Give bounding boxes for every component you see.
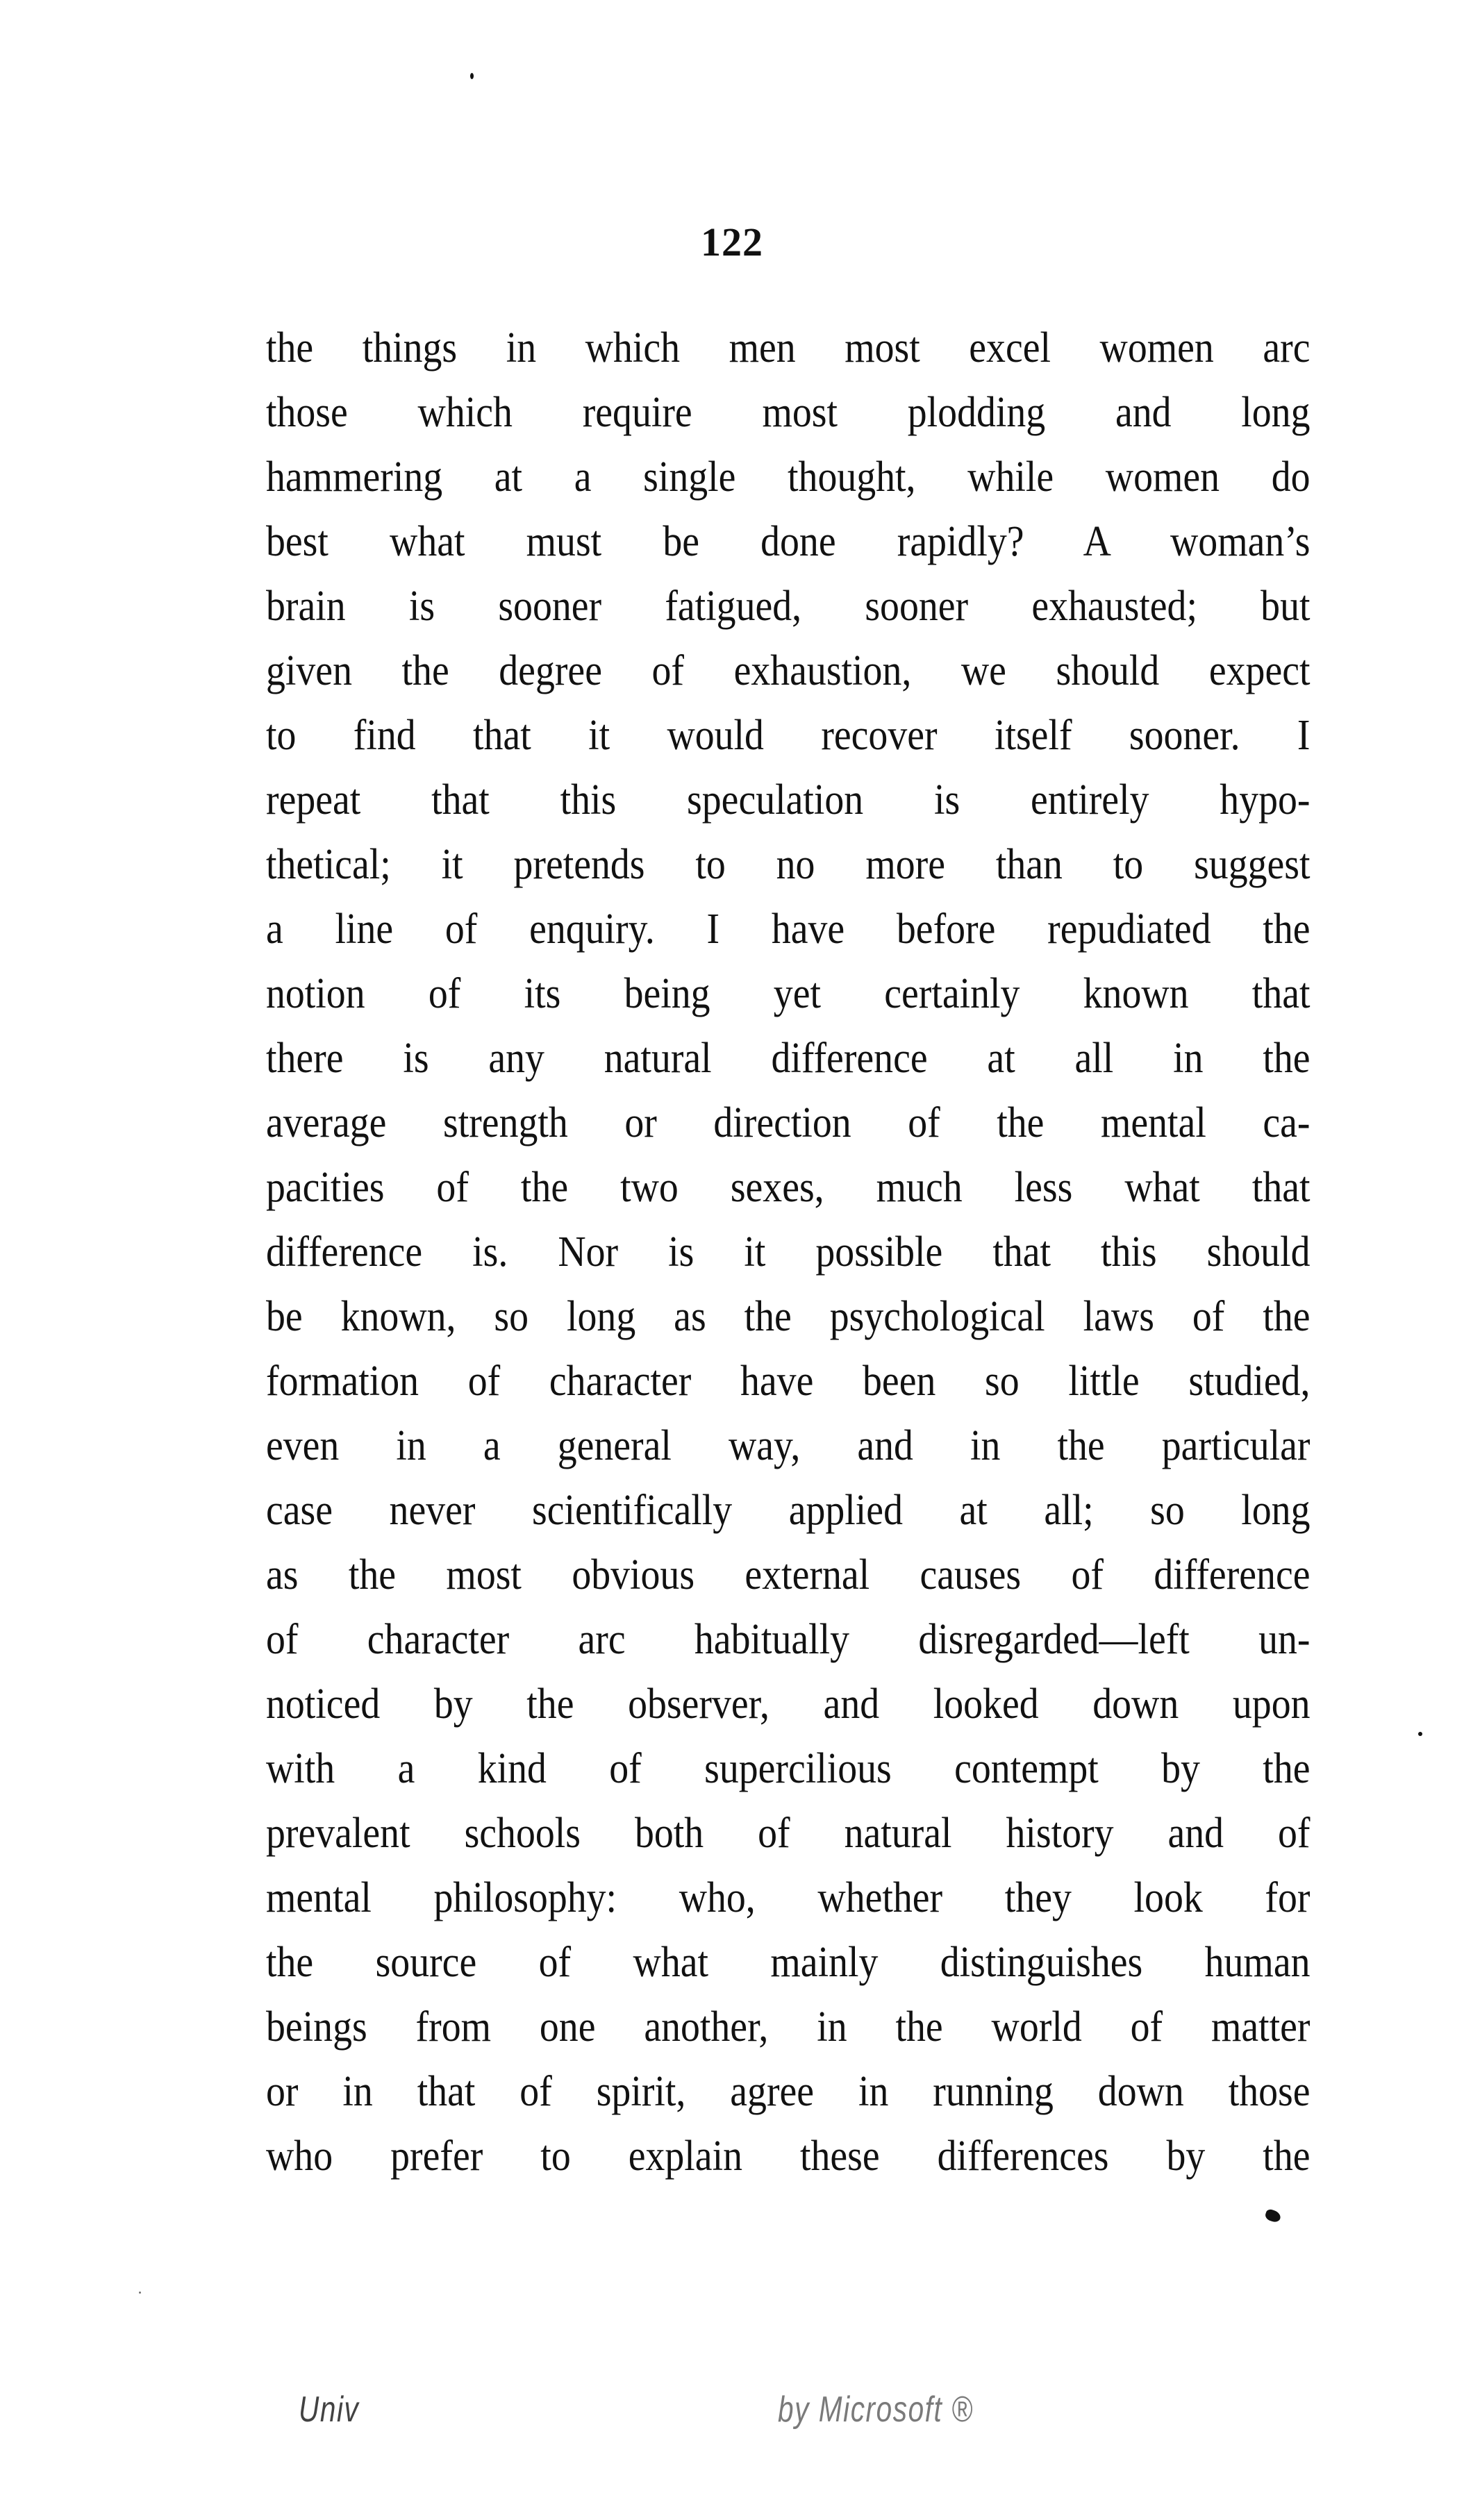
body-text [266, 316, 1311, 2189]
text-line: even in a general way, and in the particular [266, 1422, 1311, 1469]
text-line: difference is. Nor is it possible that this should [266, 1228, 1311, 1276]
text-line: prevalent schools both of natural history and of [266, 1810, 1311, 1857]
text-line: average strength or direction of the mental ca- [266, 1099, 1311, 1146]
text-line: pacities of the two sexes, much less what that [266, 1164, 1311, 1211]
text-line: there is any natural difference at all in the [266, 1035, 1311, 1082]
text-line: a line of enquiry. I have before repudiated the [266, 906, 1311, 953]
scan-speck [470, 73, 474, 79]
text-line: thetical; it pretends to no more than to suggest [266, 841, 1311, 888]
text-line: mental philosophy: who, whether they look for [266, 1874, 1311, 1921]
text-line: formation of character have been so little studied, [266, 1358, 1311, 1405]
text-line: beings from one another, in the world of matter [266, 2003, 1311, 2051]
digitization-watermark-right: by Microsoft ® [778, 2389, 974, 2430]
text-line: or in that of spirit, agree in running down those [266, 2068, 1311, 2115]
text-line: given the degree of exhaustion, we should expect [266, 647, 1311, 694]
text-line: to find that it would recover itself sooner. I [266, 712, 1311, 759]
text-line: the source of what mainly distinguishes human [266, 1939, 1311, 1986]
text-line: brain is sooner fatigued, sooner exhausted; but [266, 583, 1311, 630]
text-line: of character arc habitually disregarded—left un- [266, 1616, 1311, 1663]
text-line: those which require most plodding and long [266, 389, 1311, 436]
text-line: be known, so long as the psychological laws of the [266, 1293, 1311, 1340]
scan-speck [1418, 1732, 1422, 1736]
text-line: case never scientifically applied at all; so long [266, 1487, 1311, 1534]
text-line: notion of its being yet certainly known that [266, 970, 1311, 1017]
page-number: 122 [701, 219, 763, 265]
text-line: with a kind of supercilious contempt by the [266, 1745, 1311, 1792]
digitization-watermark-left: Univ [299, 2389, 360, 2430]
text-line: hammering at a single thought, while women do [266, 453, 1311, 501]
scan-speck [139, 2292, 141, 2294]
text-line: who prefer to explain these differences by the [266, 2133, 1311, 2180]
text-line: best what must be done rapidly? A woman’s [266, 518, 1311, 565]
text-line: noticed by the observer, and looked down upon [266, 1680, 1311, 1728]
text-line: the things in which men most excel women arc [266, 324, 1311, 372]
text-line: as the most obvious external causes of difference [266, 1551, 1311, 1599]
ink-mark [1264, 2208, 1282, 2223]
text-line: repeat that this speculation is entirely hypo- [266, 776, 1311, 824]
